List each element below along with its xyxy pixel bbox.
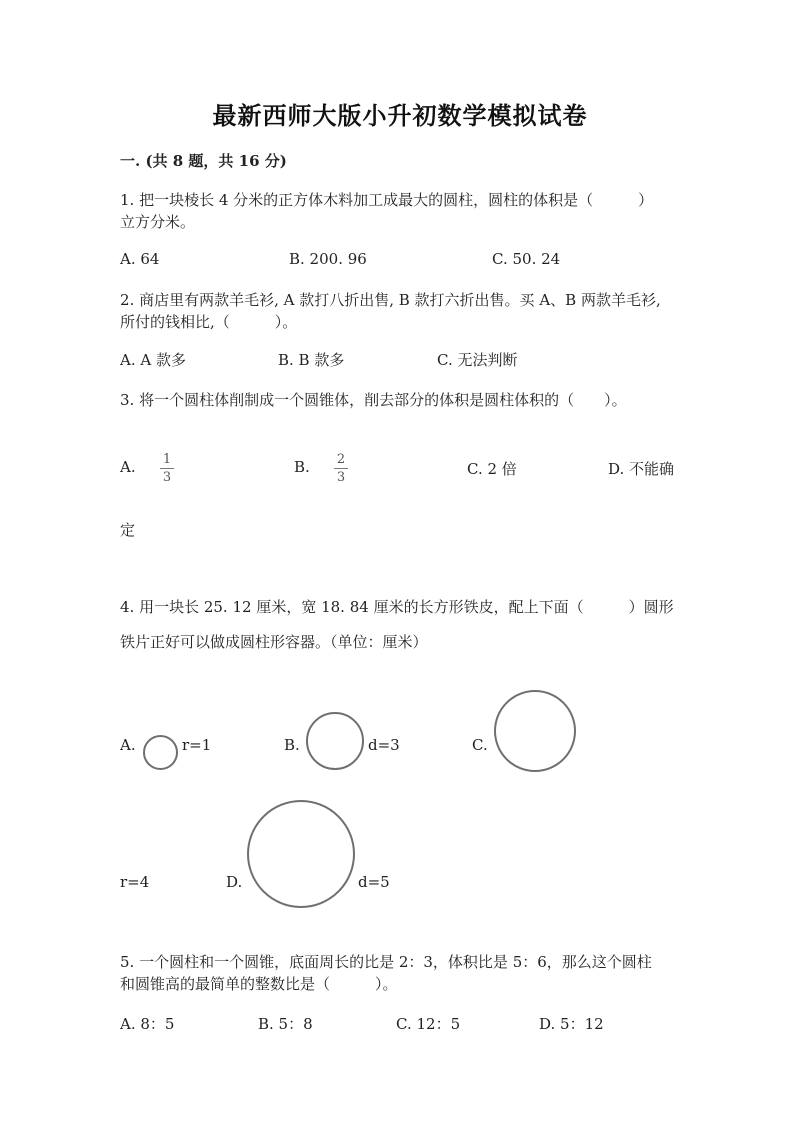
- question-3-option-b: B.: [294, 458, 310, 476]
- label-d3: d=3: [368, 736, 400, 754]
- question-1-line-2: 立方分米。: [120, 213, 196, 231]
- question-5-option-b: B. 5：8: [258, 1015, 313, 1033]
- fraction-two-thirds: [334, 452, 348, 485]
- question-4-option-c: C.: [472, 736, 488, 754]
- question-5-option-a: A. 8：5: [120, 1015, 175, 1033]
- question-4-line-2: 铁片正好可以做成圆柱形容器。（单位：厘米）: [120, 633, 428, 651]
- question-1-line-1: 1. 把一块棱长 4 分米的正方体木料加工成最大的圆柱，圆柱的体积是（ ）: [120, 191, 654, 209]
- question-2-option-b: B. B 款多: [278, 351, 345, 369]
- question-1-option-a: A. 64: [120, 250, 160, 268]
- fraction-numerator: 1: [162, 452, 172, 467]
- question-4-option-b: B.: [284, 736, 300, 754]
- label-r1: r=1: [182, 736, 212, 754]
- label-r4: r=4: [120, 873, 150, 891]
- question-1-option-c: C. 50. 24: [492, 250, 561, 268]
- question-3-option-d-wrap: 定: [120, 521, 136, 539]
- section-heading: 一. (共 8 题，共 16 分): [120, 152, 287, 170]
- circle-d3: [306, 712, 364, 770]
- question-5-option-c: C. 12：5: [396, 1015, 461, 1033]
- question-3-option-c: C. 2 倍: [467, 460, 517, 478]
- question-2-line-1: 2. 商店里有两款羊毛衫, A 款打八折出售, B 款打六折出售。买 A、B 两款羊毛衫,: [120, 291, 661, 309]
- question-2-line-2: 所付的钱相比,（ ）。: [120, 313, 298, 331]
- question-4-option-d: D.: [226, 873, 243, 891]
- question-2-option-c: C. 无法判断: [437, 351, 518, 369]
- question-5-option-d: D. 5：12: [539, 1015, 604, 1033]
- question-3-option-a: A.: [120, 458, 136, 476]
- question-4-line-1: 4. 用一块长 25. 12 厘米，宽 18. 84 厘米的长方形铁皮，配上下面（ ）圆形: [120, 598, 674, 616]
- question-3-line-1: 3. 将一个圆柱体削制成一个圆锥体，削去部分的体积是圆柱体积的（ ）。: [120, 391, 627, 409]
- circle-r4: [494, 690, 576, 772]
- question-2-option-a: A. A 款多: [120, 351, 186, 369]
- fraction-one-third: [160, 452, 174, 485]
- fraction-numerator: 2: [336, 452, 346, 467]
- page-title: 最新西师大版小升初数学模拟试卷: [212, 101, 588, 130]
- label-d5: d=5: [358, 873, 390, 891]
- question-1-option-b: B. 200. 96: [289, 250, 367, 268]
- circle-d5: [247, 800, 355, 908]
- question-5-line-1: 5. 一个圆柱和一个圆锥，底面周长的比是 2：3，体积比是 5：6，那么这个圆柱: [120, 953, 652, 971]
- fraction-denominator: 3: [336, 470, 346, 485]
- fraction-bar: [160, 468, 174, 469]
- question-5-line-2: 和圆锥高的最简单的整数比是（ ）。: [120, 975, 398, 993]
- question-4-option-a: A.: [120, 736, 136, 754]
- fraction-denominator: 3: [162, 470, 172, 485]
- fraction-bar: [334, 468, 348, 469]
- question-3-option-d: D. 不能确: [608, 460, 675, 478]
- circle-r1: [143, 735, 178, 770]
